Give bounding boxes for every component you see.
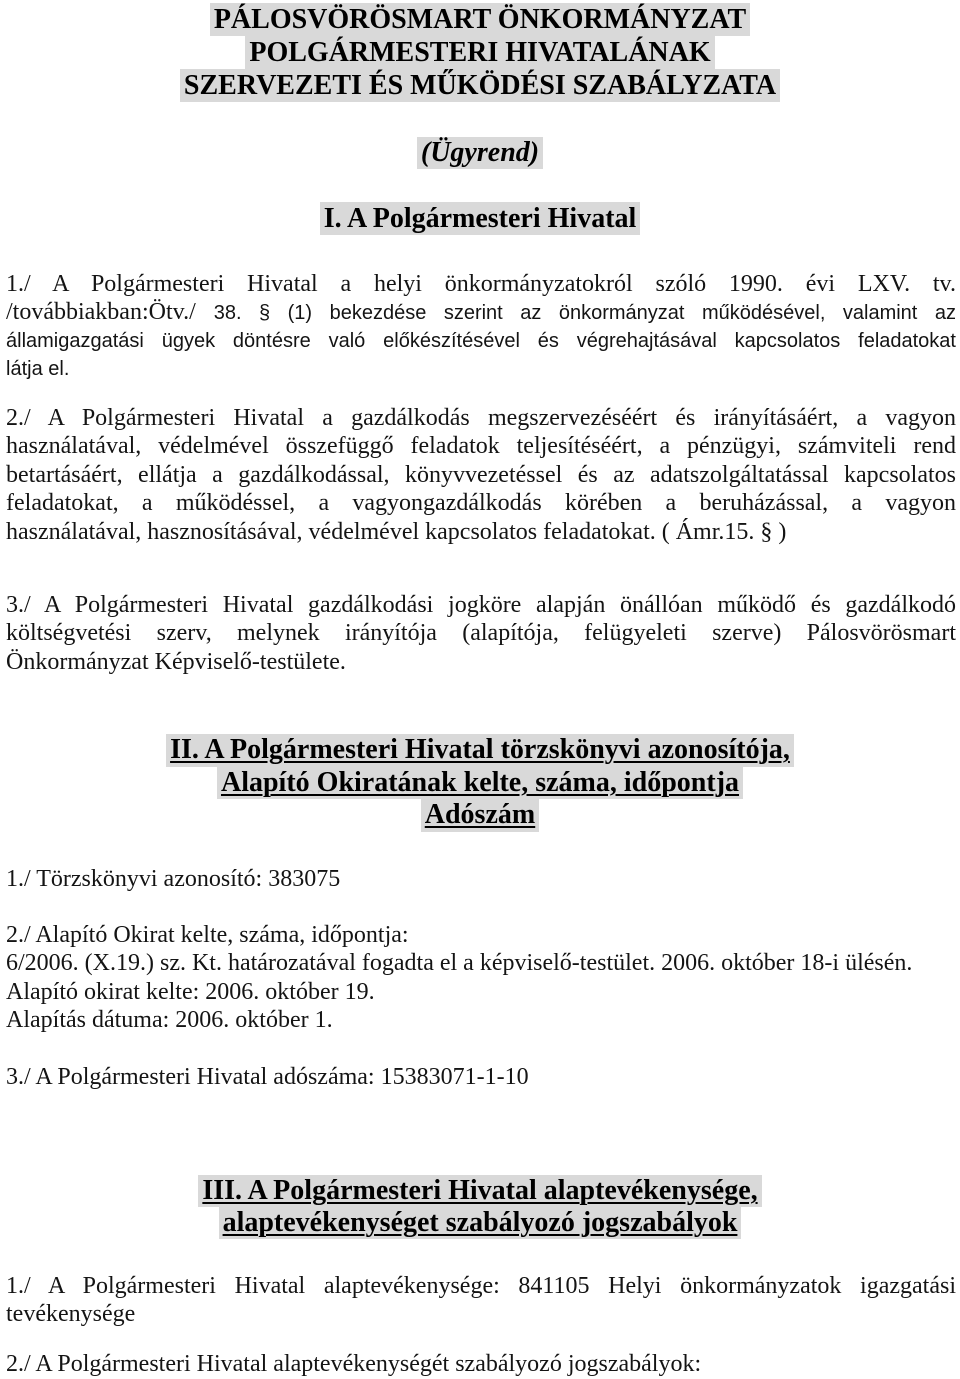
paragraph-line: 3./ A Polgármesteri Hivatal gazdálkodási jogköre alapján önállóan működő és gazdálkodó	[6, 592, 956, 618]
section-1-paragraph-3	[6, 591, 956, 676]
heading-line-text: Adószám	[421, 799, 539, 832]
section-1-paragraph-1	[6, 270, 956, 384]
heading-line	[0, 1207, 960, 1239]
heading-line	[0, 799, 960, 832]
item-line: 1./ A Polgármesteri Hivatal alaptevékenysége: 841105 Helyi önkormányzatok igazgatási	[6, 1273, 956, 1299]
section-3-heading	[0, 1175, 960, 1239]
document-title	[0, 3, 960, 102]
paragraph-line: betartásáért, ellátja a gazdálkodással, könyvvezetéssel és az adatszolgáltatással kapcsolatos	[6, 461, 956, 488]
paragraph-line: használatával, hasznosításával, védelmével kapcsolatos feladatokat. ( Ámr.15. § )	[6, 518, 787, 545]
section-2-item-1	[6, 865, 956, 893]
section-3-item-2	[6, 1350, 956, 1378]
heading-line-text: II. A Polgármesteri Hivatal törzskönyvi azonosítója,	[166, 734, 794, 767]
heading-line-text: III. A Polgármesteri Hivatal alaptevékenysége,	[198, 1175, 761, 1207]
paragraph-line: használatával, védelmével összefüggő feladatok teljesítéséért, a pénzügyi, számviteli rend	[6, 433, 956, 460]
document-subtitle	[0, 137, 960, 169]
title-line	[0, 69, 960, 102]
item-line: Alapítás dátuma: 2006. október 1.	[6, 1007, 333, 1034]
section-1-paragraph-2	[6, 404, 956, 546]
title-line-text: POLGÁRMESTERI HIVATALÁNAK	[245, 36, 714, 69]
item-line: 2./ Alapító Okirat kelte, száma, időpontja:	[6, 922, 409, 948]
section-1-heading	[0, 202, 960, 235]
section-3-item-1	[6, 1272, 956, 1329]
heading-line	[0, 734, 960, 767]
heading-line	[0, 767, 960, 800]
subtitle-text: (Ügyrend)	[417, 137, 543, 169]
paragraph-line-part: /továbbiakban:Ötv./	[6, 299, 196, 326]
heading-line-text: alaptevékenységet szabályozó jogszabályok	[219, 1207, 742, 1239]
item-line: 3./ A Polgármesteri Hivatal adószáma: 15383071-1-10	[6, 1064, 529, 1090]
paragraph-line: 1./ A Polgármesteri Hivatal a helyi önkormányzatokról szóló 1990. évi LXV. tv.	[6, 271, 956, 297]
section-2-heading	[0, 734, 960, 832]
paragraph-line: Önkormányzat Képviselő-testülete.	[6, 648, 346, 675]
paragraph-line: államigazgatási ügyek döntésre való előkészítésével és végrehajtásával kapcsolatos feladatokat	[6, 329, 956, 352]
paragraph-line	[6, 298, 956, 326]
title-line-text: SZERVEZETI ÉS MŰKÖDÉSI SZABÁLYZATA	[180, 69, 780, 102]
title-line-text: PÁLOSVÖRÖSMART ÖNKORMÁNYZAT	[210, 3, 750, 36]
section-1-heading-text: I. A Polgármesteri Hivatal	[320, 202, 641, 235]
section-2-item-3	[6, 1063, 956, 1091]
item-line: 6/2006. (X.19.) sz. Kt. határozatával fogadta el a képviselő-testület. 2006. október 18-i ülésén.	[6, 950, 913, 977]
heading-line-text: Alapító Okiratának kelte, száma, időpontja	[217, 767, 743, 800]
item-line: tevékenysége	[6, 1301, 136, 1328]
heading-line	[0, 1175, 960, 1207]
paragraph-line: látja el.	[6, 358, 70, 381]
paragraph-line-part: 38. § (1) bekezdése szerint az önkormányzat működésével, valamint az	[213, 302, 956, 325]
title-line	[0, 36, 960, 69]
paragraph-line: költségvetési szerv, melynek irányítója (alapítója, felügyeleti szerve) Pálosvörösmart	[6, 620, 956, 647]
section-2-item-2	[6, 921, 956, 1035]
item-line: 2./ A Polgármesteri Hivatal alaptevékenységét szabályozó jogszabályok:	[6, 1351, 702, 1377]
title-line	[0, 3, 960, 36]
item-line: Alapító okirat kelte: 2006. október 19.	[6, 978, 375, 1005]
item-line: 1./ Törzskönyvi azonosító: 383075	[6, 866, 341, 892]
paragraph-line: 2./ A Polgármesteri Hivatal a gazdálkodás megszervezéséért és irányításáért, a vagyon	[6, 405, 956, 431]
paragraph-line: feladatokat, a működéssel, a vagyongazdálkodás körében a beruházással, a vagyon	[6, 490, 956, 517]
